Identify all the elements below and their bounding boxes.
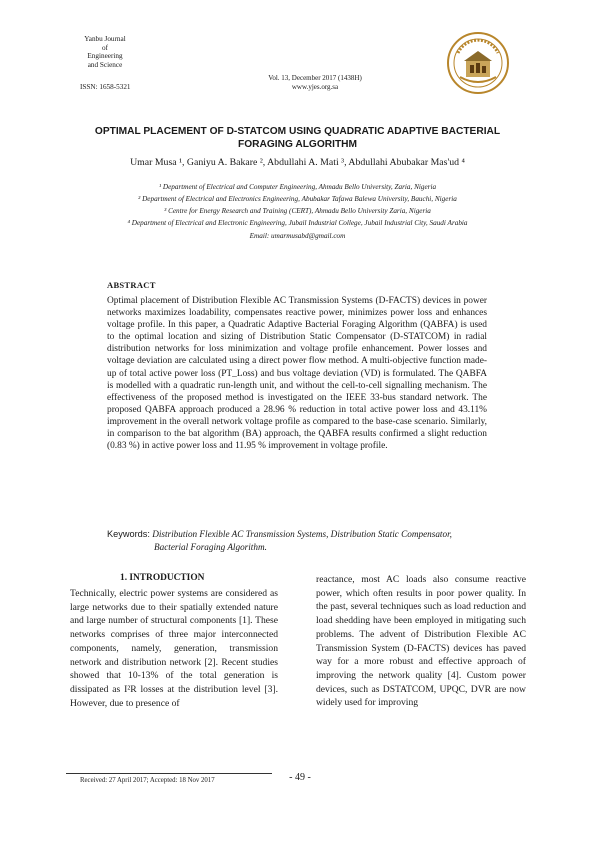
affiliation: ¹ Department of Electrical and Computer Engineering, Ahmadu Bello University, Zaria, Nigeria — [158, 183, 437, 191]
abstract-heading: ABSTRACT — [107, 280, 156, 290]
journal-logo-icon — [446, 31, 510, 95]
journal-line: Yanbu Journal — [84, 35, 126, 43]
website: www.yjes.org.sa — [291, 83, 339, 91]
title-line: FORAGING ALGORITHM — [237, 139, 358, 150]
section-heading: 1. INTRODUCTION — [120, 573, 205, 583]
received-date: Received: 27 April 2017; Accepted: 18 Nov 2017 — [80, 777, 215, 784]
journal-line: and Science — [87, 60, 123, 69]
author-list: Umar Musa ¹, Ganiyu A. Bakare ², Abdullahi A. Mati ³, Abdullahi Abubakar Mas'ud ⁴ — [130, 157, 465, 168]
affiliation: ⁴ Department of Electrical and Electronic Engineering, Jubail Industrial College, Jubail Industrial City, Saudi Arabia — [127, 219, 468, 227]
volume-line: Vol. 13, December 2017 (1438H) — [268, 74, 362, 82]
intro-right-column: reactance, most AC loads also consume reactive power, which often results in poor power quality. In the past, several techniques such as load reduction and load shedding have been employed in mitigating such problems. The advent of Distribution Flexible AC Transmission System (D-FACTS) devices has paved way for a more robust and effective approach of improving the network quality [4]. Custom power devices, such as DSTATCOM, UPQC, DVR are now widely used for improving — [316, 574, 526, 709]
keywords — [107, 528, 492, 554]
journal-line: Engineering — [87, 52, 123, 61]
page-number: - 49 - — [289, 772, 311, 783]
paper-title — [70, 125, 525, 151]
keywords-text: Distribution Flexible AC Transmission Systems, Distribution Static Compensator, — [149, 529, 452, 539]
abstract-body: Optimal placement of Distribution Flexible AC Transmission Systems (D-FACTS) devices in power networks maximizes loadability, compensates reactive power, minimizes power loss and enhances voltage profile. In this paper, a Quadratic Adaptive Bacterial Foraging Algorithm (QABFA) is used to the optimal location and sizing of Distribution Static Compensator (D-STATCOM) in radial distribution networks for loss minimization and voltage profile enhancement. Power losses and voltage deviation are calculated using a direct power flow method. A multi-objective function made-up of total active power loss (PT_Loss) and bus voltage deviation (VD) is formulated. The QABFA is modelled with a quadratic run-length unit, and without the cell-to-cell signalling mechanism. The effectiveness of the proposed method is investigated on the IEEE 33-bus standard network. The proposed QABFA approach produced a 28.96 % reduction in total active power loss and 43.11% improvement in the overall network voltage profile as compared to the base-case scenario. Similarly, in comparison to the bat algorithm (BA) approach, the QABFA results confirmed a slight reduction (0.83 %) in active power loss and 11.95 % improvement in voltage profile. — [107, 296, 487, 452]
footnote-divider — [66, 773, 272, 774]
issn: ISSN: 1658-5321 — [80, 83, 131, 91]
email: Email: umarmusabd@gmail.com — [249, 232, 346, 240]
title-line: OPTIMAL PLACEMENT OF D-STATCOM USING QUADRATIC ADAPTIVE BACTERIAL — [94, 126, 501, 137]
affiliation: ³ Centre for Energy Research and Training (CERT), Ahmadu Bello University Zaria, Nigeria — [164, 207, 431, 215]
keywords-label: Keywords: — [107, 529, 150, 539]
volume-info — [240, 74, 390, 92]
keywords-text: Bacterial Foraging Algorithm. — [154, 542, 267, 552]
affiliation: ² Department of Electrical and Electronics Engineering, Abubakar Tafawa Balewa University, Bauchi, Nigeria — [138, 195, 457, 203]
journal-name — [70, 35, 140, 69]
journal-line: of — [102, 43, 108, 52]
intro-left-column: Technically, electric power systems are considered as large networks due to their spatially extended nature and large number of structural components [1]. These networks comprises of three major interconnected components, namely, generation, transmission network and distribution network [2]. Recent studies showed that 10-13% of the total generation is dissipated as I²R losses at the distribution level [3]. However, due to presence of — [70, 588, 278, 709]
